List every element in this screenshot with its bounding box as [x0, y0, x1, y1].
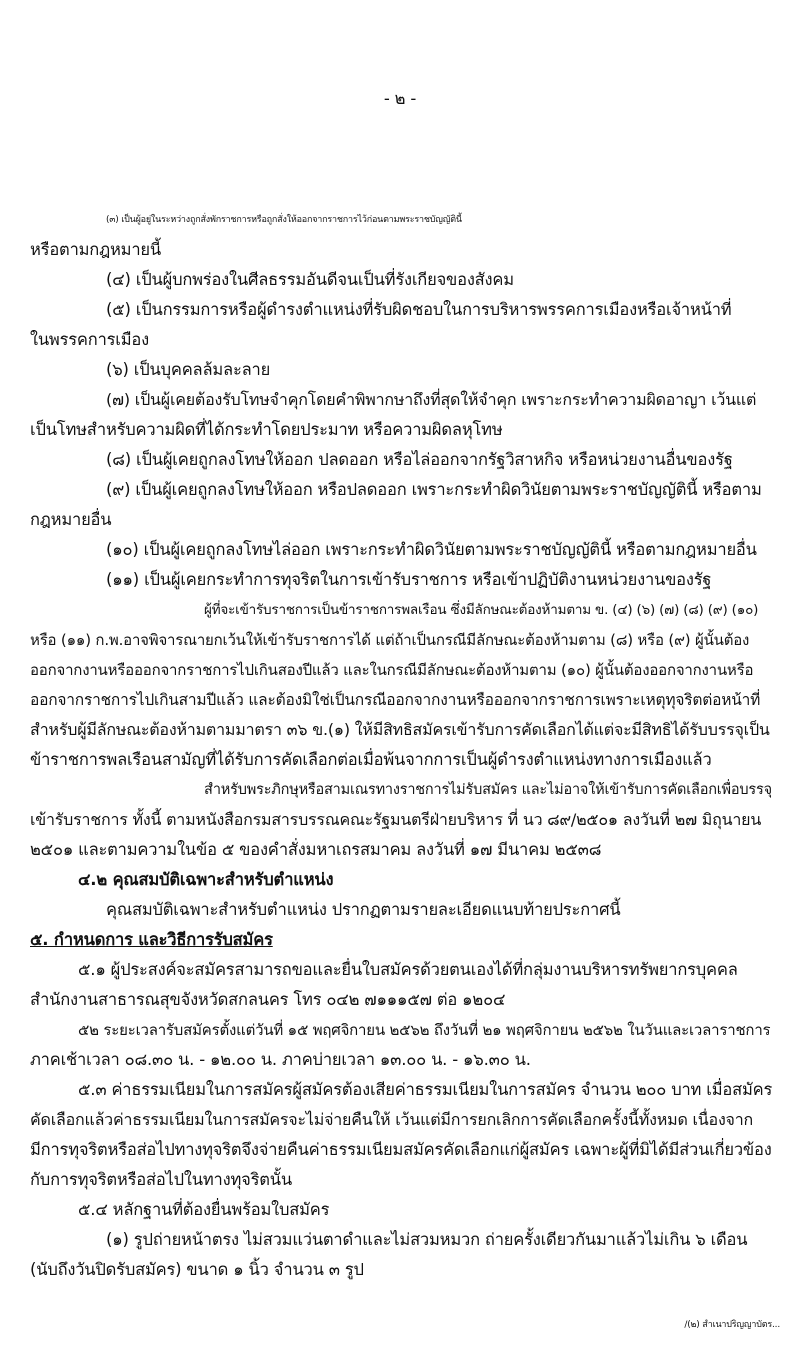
- text-line: (๑๐) เป็นผู้เคยถูกลงโทษไล่ออก เพราะกระทำผิดวินัยตามพระราชบัญญัตินี้ หรือตามกฎหมายอื่น: [106, 540, 757, 559]
- text-line: ในพรรคการเมือง: [30, 330, 149, 349]
- text-line: มีการทุจริตหรือส่อไปทางทุจริตจึงจ่ายคืนค่าธรรมเนียมสมัครคัดเลือกแก่ผู้สมัคร เฉพาะผู้ที่มิได้มีส่วนเกี่ยวข้อง: [30, 1140, 772, 1159]
- text-line: (๖) เป็นบุคคลล้มละลาย: [106, 360, 271, 379]
- continuation-note: /(๒) สำเนาปริญญาบัตร...: [684, 1320, 780, 1330]
- text-line: (๕) เป็นกรรมการหรือผู้ดำรงตำแหน่งที่รับผิดชอบในการบริหารพรรคการเมืองหรือเจ้าหน้าที่: [106, 300, 732, 319]
- text-line: คัดเลือกแล้วค่าธรรมเนียมในการสมัครจะไม่จ่ายคืนให้ เว้นแต่มีการยกเลิกการคัดเลือกครั้งนี้ทั้งหมด เนื่องจาก: [30, 1110, 754, 1129]
- text-line: เข้ารับราชการ ทั้งนี้ ตามหนังสือกรมสารบรรณคณะรัฐมนตรีฝ่ายบริหาร ที่ นว ๘๙/๒๕๐๑ ลงวันที่ ๒๗ มิถุนายน: [30, 810, 762, 829]
- text-line: (๑) รูปถ่ายหน้าตรง ไม่สวมแว่นตาดำและไม่สวมหมวก ถ่ายครั้งเดียวกันมาแล้วไม่เกิน ๖ เดือน: [106, 1230, 748, 1249]
- text-line: ๒๕๐๑ และตามความในข้อ ๕ ของคำสั่งมหาเถรสมาคม ลงวันที่ ๑๗ มีนาคม ๒๕๓๘: [30, 840, 602, 859]
- text-line: ผู้ที่จะเข้ารับราชการเป็นข้าราชการพลเรือน ซึ่งมีลักษณะต้องห้ามตาม ข. (๔) (๖) (๗) (๘) (๙) (๑๐): [204, 602, 759, 618]
- text-line: ๕๒ ระยะเวลารับสมัครตั้งแต่วันที่ ๑๕ พฤศจิกายน ๒๕๖๒ ถึงวันที่ ๒๑ พฤศจิกายน ๒๕๖๒ ในวันและเวลาราชการ: [78, 1021, 771, 1039]
- text-line: คุณสมบัติเฉพาะสำหรับตำแหน่ง ปรากฏตามรายละเอียดแนบท้ายประกาศนี้: [106, 900, 621, 919]
- text-line: กฎหมายอื่น: [30, 510, 112, 529]
- text-line: (นับถึงวันปิดรับสมัคร) ขนาด ๑ นิ้ว จำนวน ๓ รูป: [30, 1260, 364, 1279]
- text-line: (๗) เป็นผู้เคยต้องรับโทษจำคุกโดยคำพิพากษาถึงที่สุดให้จำคุก เพราะกระทำความผิดอาญา เว้นแต่: [106, 390, 757, 409]
- text-line: ออกจากงานหรือออกจากราชการไปเกินสองปีแล้ว และในกรณีมีลักษณะต้องห้ามตาม (๑๐) ผู้นั้นต้องออกจากงานหรือ: [30, 661, 754, 679]
- text-line: (๙) เป็นผู้เคยถูกลงโทษให้ออก หรือปลดออก เพราะกระทำผิดวินัยตามพระราชบัญญัตินี้ หรือตาม: [106, 480, 762, 499]
- text-line: หรือ (๑๑) ก.พ.อาจพิจารณายกเว้นให้เข้ารับราชการได้ แต่ถ้าเป็นกรณีมีลักษณะต้องห้ามตาม (๘) หรือ (๙) ผู้นั้นต้อง: [30, 631, 750, 649]
- text-line: สำนักงานสาธารณสุขจังหวัดสกลนคร โทร ๐๔๒ ๗๑๑๑๕๗ ต่อ ๑๒๐๔: [30, 990, 506, 1009]
- text-line: ๕.๓ ค่าธรรมเนียมในการสมัครผู้สมัครต้องเสียค่าธรรมเนียมในการสมัคร จำนวน ๒๐๐ บาท เมื่อสมัคร: [78, 1080, 773, 1099]
- text-line: (๔) เป็นผู้บกพร่องในศีลธรรมอันดีจนเป็นที่รังเกียจของสังคม: [106, 270, 514, 289]
- text-line: ๕.๑ ผู้ประสงค์จะสมัครสามารถขอและยื่นใบสมัครด้วยตนเองได้ที่กลุ่มงานบริหารทรัพยากรบุคคล: [78, 960, 738, 979]
- text-line: สำหรับพระภิกษุหรือสามเณรทางราชการไม่รับสมัคร และไม่อาจให้เข้ารับการคัดเลือกเพื่อบรรจุ: [204, 782, 772, 798]
- text-line: เป็นโทษสำหรับความผิดที่ได้กระทำโดยประมาท หรือความผิดลหุโทษ: [30, 420, 503, 439]
- text-line: (๘) เป็นผู้เคยถูกลงโทษให้ออก ปลดออก หรือไล่ออกจากรัฐวิสาหกิจ หรือหน่วยงานอื่นของรัฐ: [106, 450, 733, 469]
- section-heading: ๕. กำหนดการ และวิธีการรับสมัคร: [30, 930, 273, 949]
- text-line: (๓) เป็นผู้อยู่ในระหว่างถูกสั่งพักราชการหรือถูกสั่งให้ออกจากราชการไว้ก่อนตามพระราชบัญญัตินี้: [106, 215, 462, 225]
- section-heading: ๔.๒ คุณสมบัติเฉพาะสำหรับตำแหน่ง: [78, 870, 334, 889]
- text-line: ภาคเช้าเวลา ๐๘.๓๐ น. - ๑๒.๐๐ น. ภาคบ่ายเวลา ๑๓.๐๐ น. - ๑๖.๓๐ น.: [30, 1050, 531, 1069]
- text-line: ข้าราชการพลเรือนสามัญที่ได้รับการคัดเลือกต่อเมื่อพ้นจากการเป็นผู้ดำรงตำแหน่งทางการเมืองแล้ว: [30, 750, 712, 769]
- text-line: (๑๑) เป็นผู้เคยกระทำการทุจริตในการเข้ารับราชการ หรือเข้าปฏิบัติงานหน่วยงานของรัฐ: [106, 570, 712, 589]
- text-line: ออกจากราชการไปเกินสามปีแล้ว และต้องมิใช่เป็นกรณีออกจากงานหรือออกจากราชการเพราะเหตุทุจริตต่อหน้าที่: [30, 691, 761, 709]
- text-line: สำหรับผู้มีลักษณะต้องห้ามตามมาตรา ๓๖ ข.(๑) ให้มีสิทธิสมัครเข้ารับการคัดเลือกได้แต่จะมีสิทธิได้รับบรรจุเป็น: [30, 720, 770, 739]
- text-line: กับการทุจริตหรือส่อไปในทางทุจริตนั้น: [30, 1170, 292, 1189]
- text-line: หรือตามกฎหมายนี้: [30, 240, 161, 259]
- text-line: ๕.๔ หลักฐานที่ต้องยื่นพร้อมใบสมัคร: [78, 1200, 330, 1219]
- page-number: - ๒ -: [383, 89, 417, 108]
